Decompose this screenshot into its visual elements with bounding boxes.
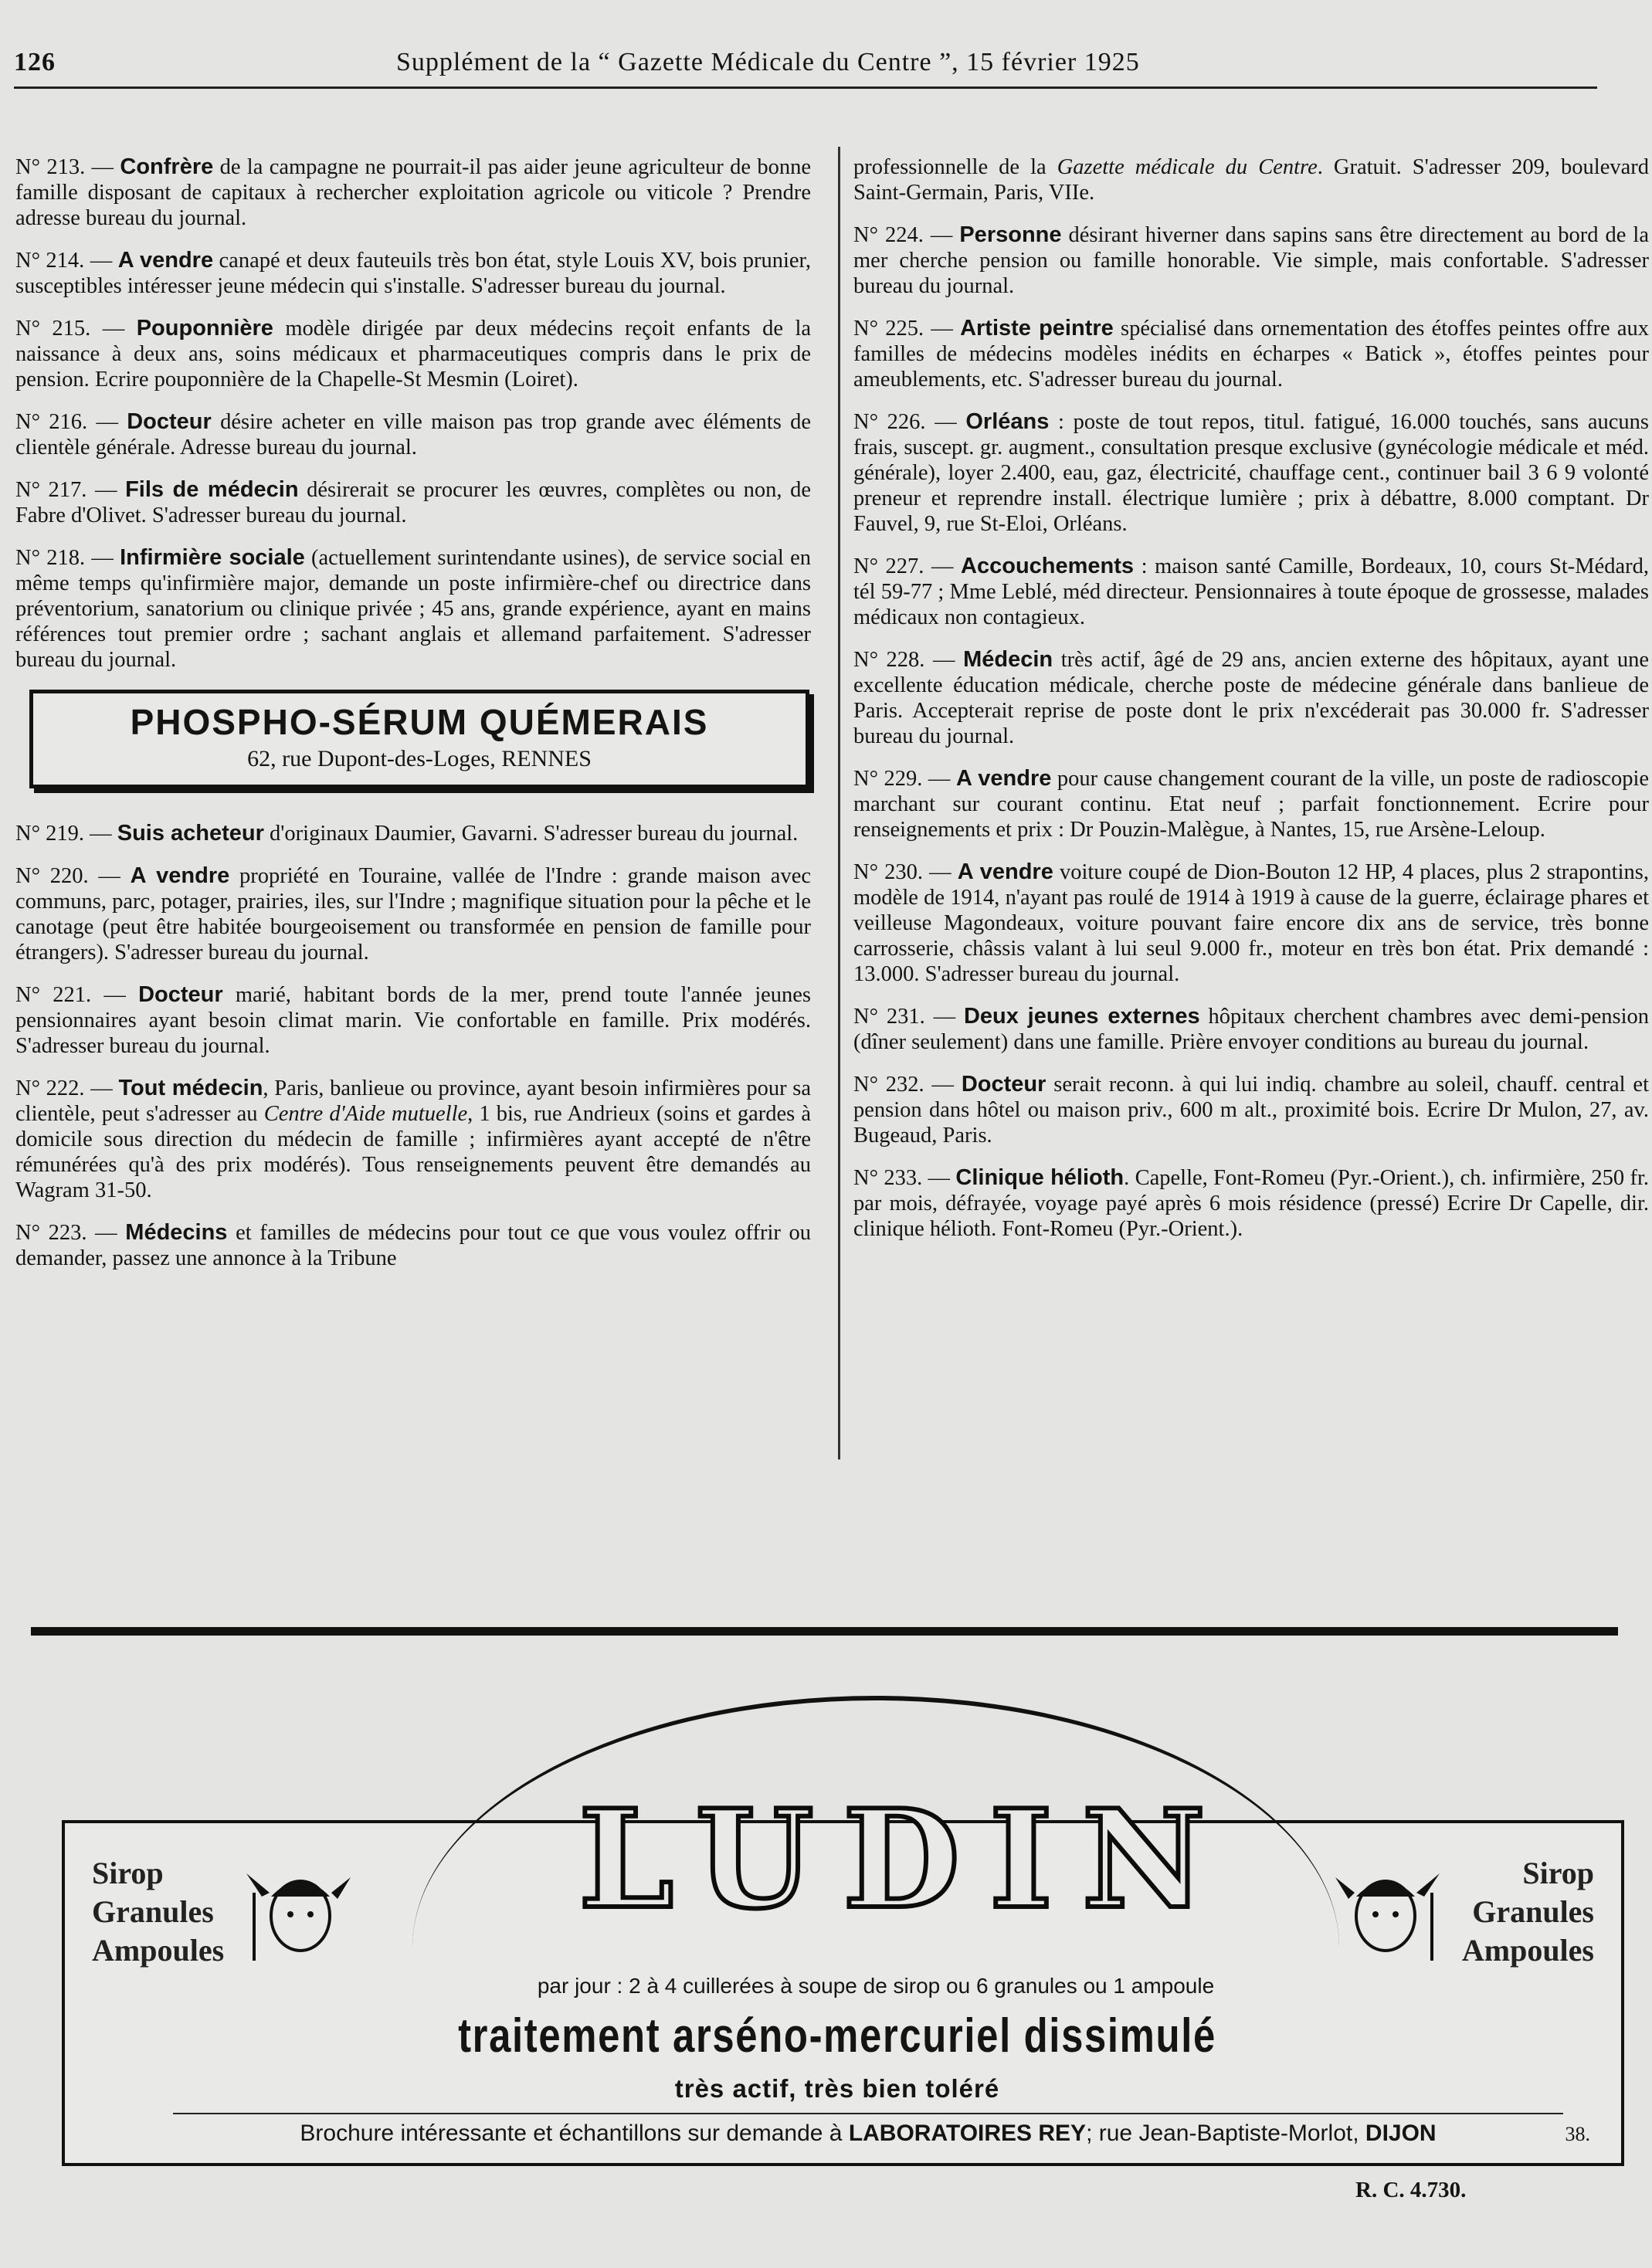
classified-ad: N° 233. — Clinique hélioth. Capelle, Font-Romeu (Pyr.-Orient.), ch. infirmière, 250 fr. par mois, défrayée, voyage payé après 6 mois résidence (pressé) Ecrire Dr Capelle, dir. clinique hélioth. Font-Romeu (Pyr.-Orient.).: [853, 1165, 1649, 1241]
classified-ad: N° 219. — Suis acheteur d'originaux Daumier, Gavarni. S'adresser bureau du journal.: [15, 821, 799, 846]
laboratory-line: Brochure intéressante et échantillons sur demande à LABORATOIRES REY; rue Jean-Baptiste-Morlot, DIJON: [300, 2121, 1437, 2146]
classified-ad: N° 218. — Infirmière sociale (actuellement surintendante usines), de service social en même temps qu'infirmière major, demande un poste infirmière-chef ou directrice dans préventorium, sanatorium ou clinique privée ; 45 ans, grande expérience, ayant en mains références tout premier ordre ; sachant anglais et allemand parfaitement. S'adresser bureau du journal.: [15, 545, 811, 672]
left-column: [15, 154, 811, 1288]
page-number: 126: [14, 48, 56, 76]
mercury-head-icon: [239, 1862, 354, 1962]
classified-ad: N° 232. — Docteur serait reconn. à qui lui indiq. chambre au soleil, chauff. central et pension dans hôtel ou maison priv., 600 m alt., proximité bois. Ecrire Dr Mulon, 27, av. Bugeaud, Paris.: [853, 1072, 1649, 1148]
classified-ad: N° 216. — Docteur désire acheter en ville maison pas trop grande avec éléments de clientèle générale. Adresse bureau du journal.: [15, 409, 812, 459]
classified-ad: N° 231. — Deux jeunes externes hôpitaux cherchent chambres avec demi-pension (dîner seulement) dans une famille. Prière envoyer conditions au bureau du journal.: [853, 1004, 1650, 1054]
advert-brand: PHOSPHO-SÉRUM QUÉMERAIS: [130, 702, 709, 742]
classified-ad: N° 222. — Tout médecin, Paris, banlieue ou province, ayant besoin infirmières pour sa clientèle, peut s'adresser au Centre d'Aide mutuelle, 1 bis, rue Andrieux (soins et gardes à domicile sous direction du médecin de famille ; infirmières ayant accepté de n'être rémunérées qu'à des prix modérés). Tous renseignements peuvent être demandés au Wagram 31-50.: [15, 1076, 812, 1202]
advert-address: 62, rue Dupont-des-Loges, RENNES: [247, 746, 592, 771]
right-column: [853, 154, 1649, 1259]
running-title: Supplément de la “ Gazette Médicale du Centre ”, 15 février 1925: [396, 48, 1140, 76]
ludin-advert: [62, 1781, 1624, 2166]
tagline: très actif, très bien toléré: [674, 2074, 1000, 2103]
ad-continuation: professionnelle de la Gazette médicale du Centre. Gratuit. S'adresser 209, boulevard Saint-Germain, Paris, VIIe.: [853, 155, 1649, 205]
classified-ad: N° 214. — A vendre canapé et deux fauteuils très bon état, style Louis XV, bois prunier, susceptibles intéresser jeune médecin qui s'installe. S'adresser bureau du journal.: [15, 248, 812, 298]
dosage-line: par jour : 2 à 4 cuillerées à soupe de sirop ou 6 granules ou 1 ampoule: [537, 1974, 1215, 1998]
classified-ad: N° 230. — A vendre voiture coupé de Dion-Bouton 12 HP, 4 places, plus 2 strapontins, modèle de 1914, n'ayant pas roulé de 1914 à 1919 à cause de la guerre, éclairage phares et veilleuse Magondeaux, voiture pouvant faire encore dix ans de service, très bonne carrosserie, châssis valant à lui seul 9.000 fr., moteur en très bon état. Prix demandé : 13.000. S'adresser bureau du journal.: [853, 859, 1649, 986]
classified-ad: N° 213. — Confrère de la campagne ne pourrait-il pas aider jeune agriculteur de bonne famille disposant de capitaux à rechercher exploitation agricole ou viticole ? Prendre adresse bureau du journal.: [15, 154, 811, 230]
mercury-head-icon: [1331, 1862, 1447, 1962]
header-rule: [14, 86, 1597, 89]
forms-list-left: Sirop Granules Ampoules: [92, 1856, 225, 1968]
classified-ad: N° 223. — Médecins et familles de médecins pour tout ce que vous voulez offrir ou demander, passez une annonce à la Tribune: [15, 1220, 811, 1270]
classified-ad: N° 226. — Orléans : poste de tout repos, titul. fatigué, 16.000 touchés, sans aucuns frais, suscept. gr. augment., consultation presque exclusive (gynécologie médicale et méd. générale), loyer 2.400, eau, gaz, électricité, chauffage cent., continuer bail 3 6 9 volonté preneur et reprendre install. électrique lumière ; prix à débattre, 8.000 comptant. Dr Fauvel, 9, rue St-Eloi, Orléans.: [853, 409, 1650, 536]
ludin-brand: LUDIN: [578, 1781, 1235, 1939]
page-header: [14, 48, 1589, 86]
classified-ad: N° 228. — Médecin très actif, âgé de 29 ans, ancien externe des hôpitaux, ayant une excellente éducation médicale, cherche poste de médecine générale dans banlieue de Paris. Accepterait reprise de poste dont le prix n'excéderait pas 30.000 fr. S'adresser bureau du journal.: [853, 647, 1650, 748]
classified-ad: N° 229. — A vendre pour cause changement courant de la ville, un poste de radioscopie marchant sur courant continu. Etat neuf ; parfait fonctionnement. Ecrire pour renseignements et prix : Dr Pouzin-Malègue, à Nantes, 15, rue Arsène-Leloup.: [853, 766, 1650, 842]
registry-number: R. C. 4.730.: [1355, 2178, 1467, 2202]
classified-ad: N° 220. — A vendre propriété en Touraine, vallée de l'Indre : grande maison avec communs, parc, potager, prairies, iles, sur l'Indre ; magnifique situation pour la pêche et le canotage (peut être habitée bourgeoisement ou transformée en pension de famille pour étrangers). S'adresser bureau du journal.: [15, 863, 812, 964]
column-divider: [838, 147, 840, 1459]
classified-ad: N° 217. — Fils de médecin désirerait se procurer les œuvres, complètes ou non, de Fabre d'Olivet. S'adresser bureau du journal.: [15, 477, 811, 527]
classified-ad: N° 227. — Accouchements : maison santé Camille, Bordeaux, 10, cours St-Médard, tél 59-77 ; Mme Leblé, méd directeur. Pensionnaires à toute époque de grossesse, malades médicaux non contagieux.: [853, 554, 1649, 629]
handwritten-mark: 38.: [1565, 2123, 1590, 2145]
section-rule: [31, 1627, 1618, 1636]
classified-ad: N° 225. — Artiste peintre spécialisé dans ornementation des étoffes peintes offre aux familles de médecins modèles inédits en écharpes « Batick », étoffes peintes pour ameublements, etc. S'adresser bureau du journal.: [853, 316, 1650, 392]
treatment-slogan: traitement arséno-mercuriel dissimulé: [458, 2009, 1216, 2063]
classified-ad: N° 221. — Docteur marié, habitant bords de la mer, prend toute l'année jeunes pensionnaires ayant besoin climat marin. Vie confortable en famille. Prix modérés. S'adresser bureau du journal.: [15, 982, 812, 1058]
forms-list-right: Sirop Granules Ampoules: [1461, 1856, 1594, 1968]
classified-ad: N° 224. — Personne désirant hiverner dans sapins sans être directement au bord de la mer cherche pension ou famille honorable. Vie simple, mais confortable. S'adresser bureau du journal.: [853, 222, 1649, 298]
divider: [173, 2113, 1563, 2114]
classified-ad: N° 215. — Pouponnière modèle dirigée par deux médecins reçoit enfants de la naissance à deux ans, soins médicaux et pharmaceutiques compris dans le prix de pension. Ecrire pouponnière de la Chapelle-St Mesmin (Loiret).: [15, 316, 812, 392]
phospho-serum-advert: [29, 690, 809, 788]
